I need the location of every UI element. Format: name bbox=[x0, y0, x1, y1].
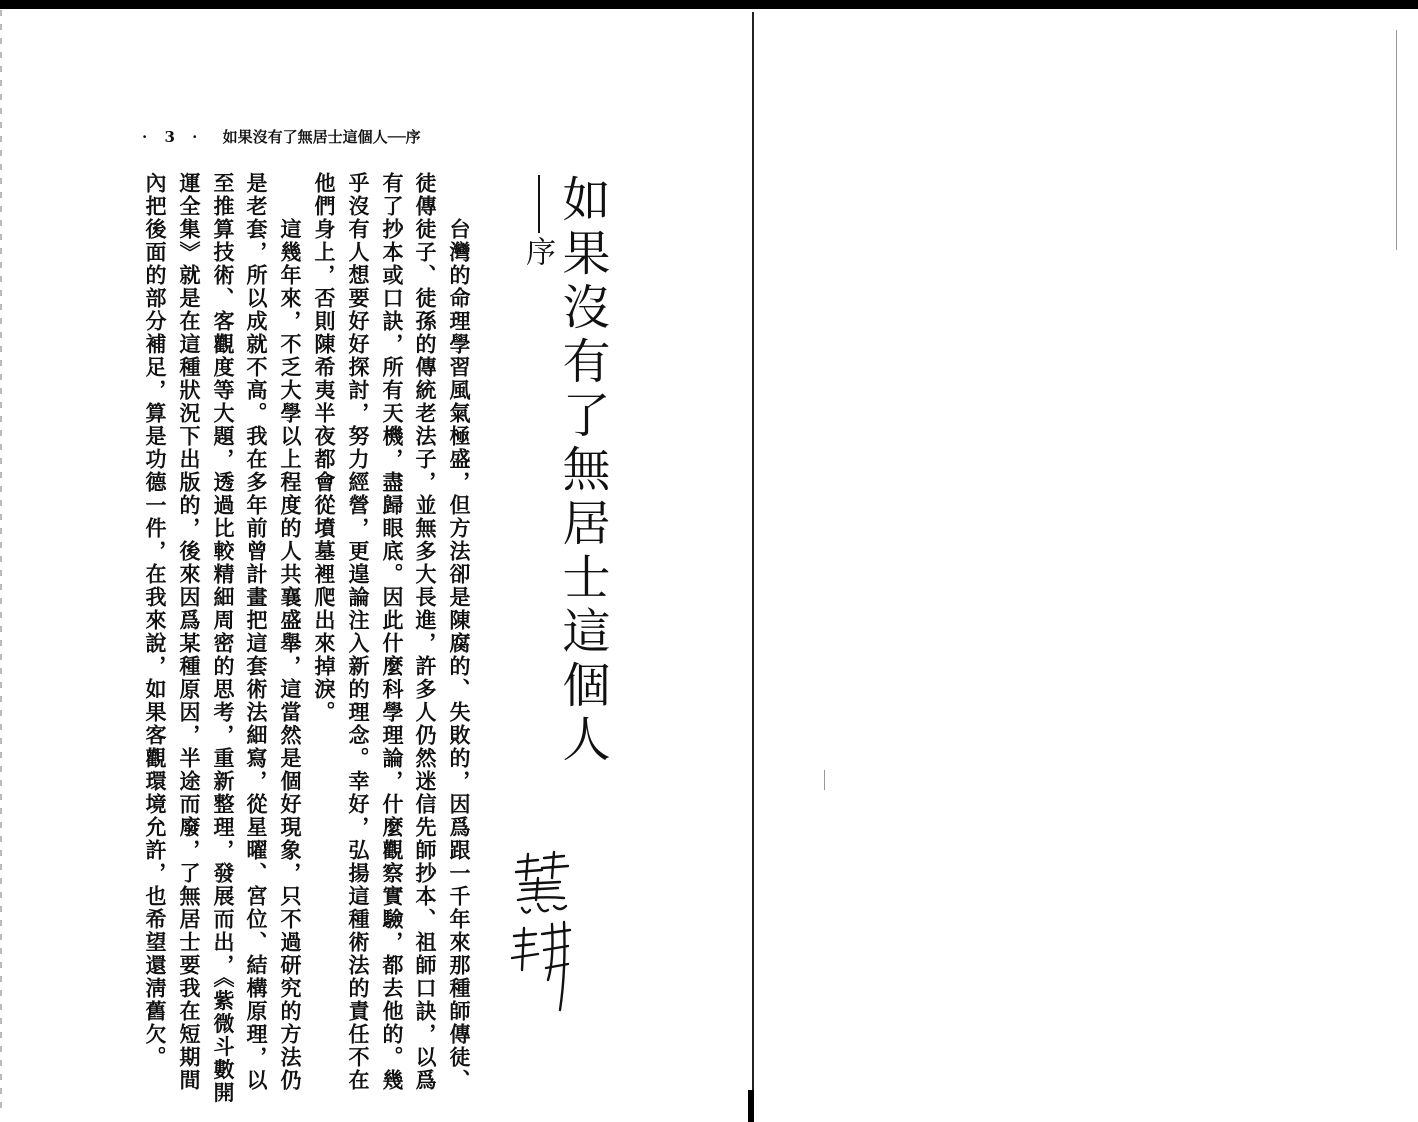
scan-artifact bbox=[1396, 30, 1397, 250]
text-column: 有了抄本或口訣，所有天機，盡歸眼底。因此什麼科學理論，什麼觀察實驗，都去他的。幾 bbox=[380, 172, 404, 1092]
scan-artifact bbox=[824, 770, 825, 790]
text-column: 至推算技術、客觀度等大題，透過比較精細周密的思考，重新整理，發展而出，《紫微斗數開 bbox=[211, 172, 235, 1105]
text-column: 運全集》就是在這種狀況下出版的，後來因爲某種原因，半途而廢，了無居士要我在短期間 bbox=[177, 172, 201, 1092]
scan-top-border bbox=[0, 0, 1418, 9]
running-header bbox=[142, 126, 421, 147]
text-column: 他們身上，否則陳希夷半夜都會從墳墓裡爬出來掉淚。 bbox=[312, 172, 336, 724]
page-title: 如果沒有了無居士這個人 bbox=[554, 174, 610, 768]
spine-shadow bbox=[748, 1090, 754, 1122]
subtitle-dash bbox=[538, 175, 540, 233]
book-spine bbox=[752, 12, 754, 1122]
page-number: · 3 · bbox=[142, 128, 204, 146]
page-subtitle: 序 bbox=[520, 236, 555, 266]
text-column: 這幾年來，不乏大學以上程度的人共襄盛舉，這當然是個好現象，只不過研究的方法仍 bbox=[278, 218, 302, 1092]
text-column: 台灣的命理學習風氣極盛，但方法卻是陳腐的、失敗的，因爲跟一千年來那種師傳徒、 bbox=[447, 218, 471, 1092]
running-header-title: 如果沒有了無居士這個人──序 bbox=[222, 128, 421, 146]
text-column: 是老套，所以成就不高。我在多年前曾計畫把這套術法細寫，從星曜、宮位、結構原理，以 bbox=[244, 172, 268, 1092]
text-column: 內把後面的部分補足，算是功德一件，在我來說，如果客觀環境允許，也希望還淸舊欠。 bbox=[143, 172, 167, 1069]
author-signature bbox=[508, 850, 578, 1020]
text-column: 乎沒有人想要好好探討，努力經營，更遑論注入新的理念。幸好，弘揚這種術法的責任不在 bbox=[346, 172, 370, 1092]
scan-top-gap bbox=[0, 9, 1418, 12]
text-column: 徒傳徒子、徒孫的傳統老法子，並無多大長進，許多人仍然迷信先師抄本、祖師口訣，以爲 bbox=[413, 172, 437, 1092]
page-left-edge bbox=[0, 10, 2, 1110]
